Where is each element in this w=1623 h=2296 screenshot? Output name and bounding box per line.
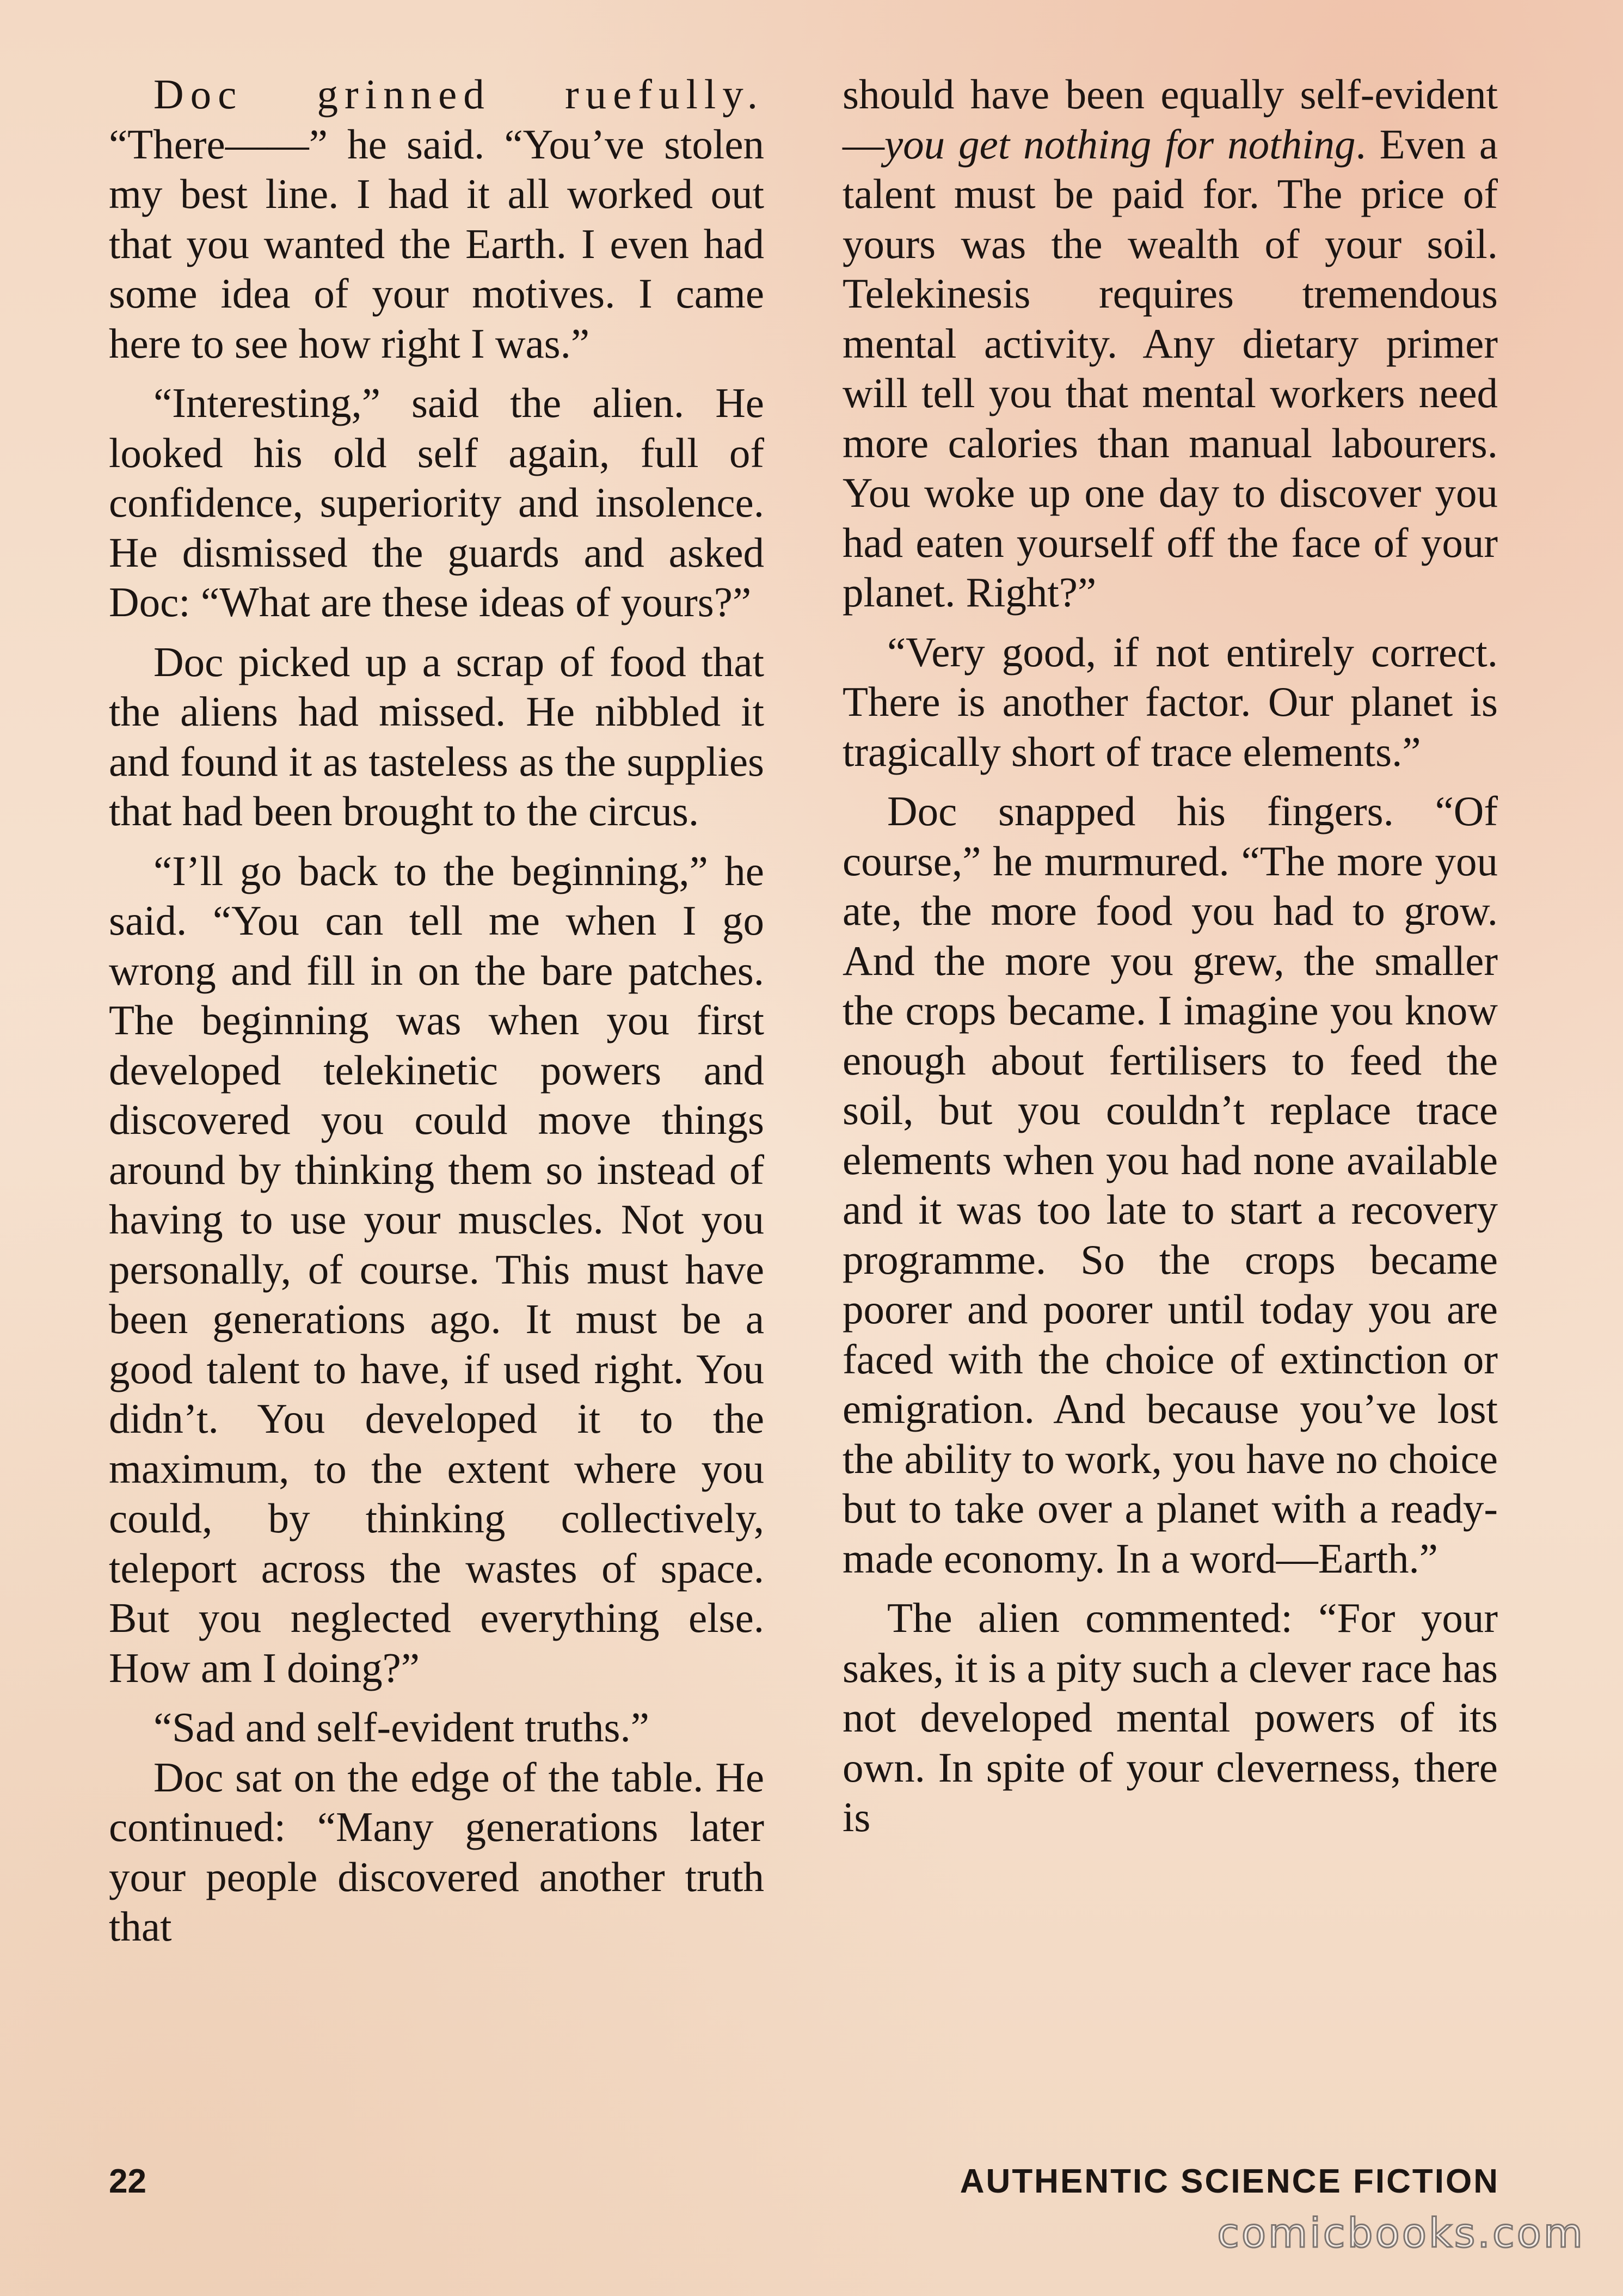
left-text-column: [109, 70, 764, 1962]
paragraph-lead-in: Doc grinned ruefully.: [153, 71, 764, 118]
running-title: AUTHENTIC SCIENCE FICTION: [960, 2163, 1499, 2200]
paragraph-text: “There——” he said. “You’ve stolen my best line. I had it all worked out that you wanted the Earth. I even had some idea of your motives. I came here to see how right I was.”: [109, 120, 764, 367]
paragraph: “I’ll go back to the beginning,” he said. “You can tell me when I go wrong and fill in on the bare patches. The beginning was when you first developed telekinetic powers and discovered you could move things around by thinking them so instead of having to use your muscles. Not you personally, of course. This must have been generations ago. It must be a good talent to have, if used right. You didn’t. You developed it to the maximum, to the extent where you could, by thinking collectively, teleport across the wastes of space. But you neglected everything else. How am I doing?”: [109, 847, 764, 1691]
paragraph: Doc snapped his fingers. “Of course,” he murmured. “The more you ate, the more food you had to grow. And the more you grew, the smaller the crops became. I imagine you know enough about fertilisers to feed the soil, but you couldn’t replace trace elements when you had none available and it was too late to start a recovery programme. So the crops became poorer and poorer until today you are faced with the choice of extinction or emigration. And because you’ve lost the ability to work, you have no choice but to take over a planet with a ready-made economy. In a word—Earth.”: [843, 788, 1498, 1582]
paragraph: The alien commented: “For your sakes, it is a pity such a clever race has not developed mental powers of its own. In spite of your cleverness, there is: [843, 1594, 1498, 1840]
paragraph: “Sad and self-evident truths.”: [153, 1704, 649, 1751]
paragraph: Doc sat on the edge of the table. He continued: “Many generations later your people discovered another truth that: [109, 1753, 764, 1950]
italic-phrase: you get nothing for nothing: [884, 120, 1356, 168]
paragraph-text: . Even a talent must be paid for. The price of yours was the wealth of your soil. Telekinesis requires tremendous mental activity. Any dietary primer will tell you that mental workers need more calories than manual labourers. You woke up one day to discover you had eaten yourself off the face of your planet. Right?”: [843, 120, 1498, 616]
paragraph: Doc picked up a scrap of food that the aliens had missed. He nibbled it and found it as tasteless as the supplies that had been brought to the circus.: [109, 638, 764, 834]
paragraph-continued: [843, 70, 1498, 618]
page-footer: [109, 2162, 1499, 2206]
watermark: comicbooks.com: [1217, 2210, 1585, 2257]
paragraph: “Very good, if not entirely correct. There is another factor. Our planet is tragically short of trace elements.”: [843, 628, 1498, 775]
paragraph: “Interesting,” said the alien. He looked his old self again, full of confidence, superiority and insolence. He dismissed the guards and asked Doc: “What are these ideas of yours?”: [109, 379, 764, 625]
right-text-column: [843, 70, 1498, 1852]
paragraph: [109, 70, 764, 369]
page-number: 22: [109, 2163, 146, 2200]
paragraph-text: should have been equally self-evident—: [843, 71, 1498, 168]
